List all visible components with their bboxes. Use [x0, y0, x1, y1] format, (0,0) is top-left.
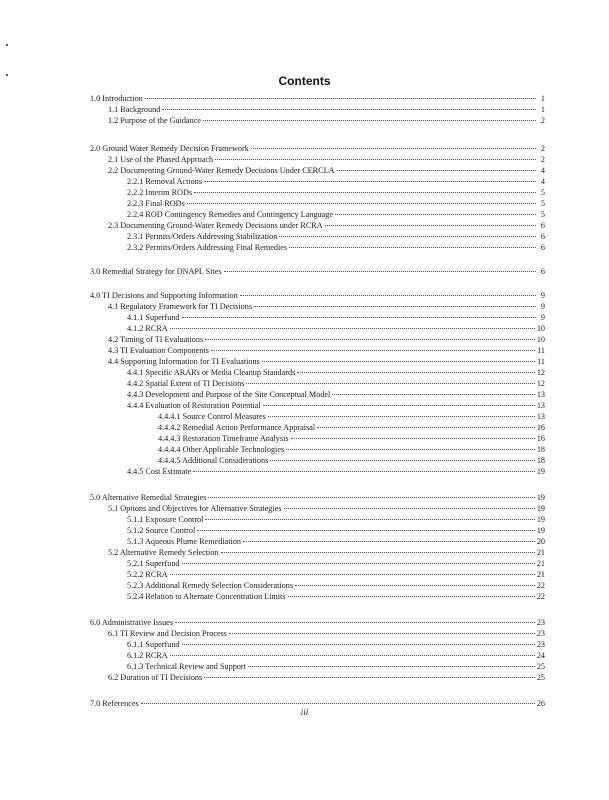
toc-entry[interactable] — [90, 411, 545, 422]
dot-leader — [337, 170, 537, 171]
toc-entry[interactable] — [90, 422, 545, 433]
toc-section — [90, 290, 545, 477]
dot-leader — [229, 633, 535, 634]
toc-entry[interactable] — [90, 367, 545, 378]
toc-entry-label: 2.2.4 ROD Contingency Remedies and Contingency Language — [127, 210, 334, 219]
dot-leader — [262, 361, 535, 362]
toc-entry-page: 4 — [540, 177, 545, 186]
toc-entry-page: 18 — [536, 456, 545, 465]
toc-entry-label: 2.2.2 Interim RODs — [127, 188, 193, 197]
toc-entry[interactable] — [90, 492, 545, 503]
toc-entry-label: 5.1 Options and Objectives for Alternative Strategies — [108, 504, 282, 513]
toc-entry-label: 6.2 Duration of TI Decisions — [108, 673, 203, 682]
dot-leader — [182, 644, 535, 645]
dot-leader — [243, 541, 535, 542]
toc-entry-page: 6 — [540, 267, 545, 276]
toc-entry-label: 4.4.5 Cost Estimate — [127, 467, 192, 476]
toc-entry-page: 21 — [536, 548, 545, 557]
toc-entry-page: 6 — [540, 243, 545, 252]
dot-leader — [288, 596, 535, 597]
dot-leader — [240, 295, 536, 296]
toc-entry-label: 4.4.4.1 Source Control Measures — [158, 412, 266, 421]
toc-entry-page: 5 — [540, 199, 545, 208]
toc-entry-page: 19 — [536, 504, 545, 513]
toc-entry[interactable] — [90, 650, 545, 661]
toc-entry-label: 2.2.1 Removal Actions — [127, 177, 203, 186]
toc-entry[interactable] — [90, 301, 545, 312]
toc-entry-label: 4.4.1 Specific ARARs or Media Cleanup Standards — [127, 368, 296, 377]
toc-entry-page: 19 — [536, 515, 545, 524]
toc-entry-page: 21 — [536, 559, 545, 568]
dot-leader — [248, 666, 535, 667]
toc-entry-label: 5.2.1 Superfund — [127, 559, 180, 568]
dot-leader — [205, 519, 534, 520]
dot-leader — [170, 574, 535, 575]
toc-entry-label: 4.4.4.4 Other Applicable Technologies — [158, 445, 285, 454]
dot-leader — [208, 497, 534, 498]
toc-entry-page: 13 — [536, 412, 545, 421]
toc-entry[interactable] — [90, 378, 545, 389]
toc-entry-label: 4.1 Regulatory Framework for TI Decisions — [108, 302, 253, 311]
dot-leader — [211, 350, 535, 351]
dot-leader — [335, 214, 536, 215]
toc-entry-label: 1.2 Purpose of the Guidance — [108, 116, 201, 125]
toc-entry-page: 23 — [536, 640, 545, 649]
toc-entry[interactable] — [90, 154, 545, 165]
toc-entry-page: 21 — [536, 570, 545, 579]
dot-leader — [141, 703, 535, 704]
toc-entry-label: 4.0 TI Decisions and Supporting Information — [90, 291, 238, 300]
toc-entry-page: 16 — [536, 423, 545, 432]
toc-entry[interactable] — [90, 569, 545, 580]
toc-entry-page: 24 — [536, 651, 545, 660]
toc-entry[interactable] — [90, 672, 545, 683]
toc-entry[interactable] — [90, 220, 545, 231]
dot-leader — [325, 225, 536, 226]
toc-entry-page: 13 — [536, 390, 545, 399]
toc-entry-label: 2.3.1 Permits/Orders Addressing Stabilization — [127, 232, 278, 241]
toc-entry-page: 11 — [537, 357, 545, 366]
toc-entry[interactable] — [90, 104, 545, 115]
dot-leader — [170, 655, 535, 656]
toc-entry-page: 20 — [536, 537, 545, 546]
toc-entry[interactable] — [90, 312, 545, 323]
toc-entry-page: 12 — [536, 368, 545, 377]
toc-entry-label: 2.3.2 Permits/Orders Addressing Final Remedies — [127, 243, 288, 252]
toc-entry-page: 13 — [536, 401, 545, 410]
page-title: Contents — [278, 74, 331, 88]
toc-entry-page: 10 — [536, 335, 545, 344]
toc-entry-label: 4.4.4.3 Restoration Timeframe Analysis — [158, 434, 289, 443]
toc-entry-label: 6.1.2 RCRA — [127, 651, 168, 660]
dot-leader — [279, 236, 536, 237]
toc-entry[interactable] — [90, 231, 545, 242]
toc-entry[interactable] — [90, 628, 545, 639]
toc-entry-page: 5 — [540, 188, 545, 197]
dot-leader — [246, 383, 534, 384]
toc-entry[interactable] — [90, 400, 545, 411]
toc-entry-page: 23 — [536, 629, 545, 638]
toc-entry[interactable] — [90, 466, 545, 477]
toc-entry-label: 5.1.1 Exposure Control — [127, 515, 204, 524]
toc-entry-page: 6 — [540, 232, 545, 241]
toc-entry-page: 9 — [540, 302, 545, 311]
dot-leader — [291, 438, 535, 439]
dot-leader — [297, 372, 535, 373]
toc-entry[interactable] — [90, 514, 545, 525]
toc-entry-label: 4.4 Supporting Information for TI Evaluations — [108, 357, 260, 366]
toc-entry[interactable] — [90, 323, 545, 334]
toc-entry-page: 10 — [536, 324, 545, 333]
toc-entry-page: 5 — [540, 210, 545, 219]
toc-entry-page: 22 — [536, 592, 545, 601]
toc-entry-page: 16 — [536, 434, 545, 443]
toc-entry-label: 4.1.1 Superfund — [127, 313, 180, 322]
toc-entry[interactable] — [90, 345, 545, 356]
toc-entry-label: 4.2 Timing of TI Evaluations — [108, 335, 204, 344]
dot-leader — [254, 306, 536, 307]
toc-entry-label: 2.3 Documenting Ground-Water Remedy Decisions under RCRA — [108, 221, 323, 230]
toc-entry[interactable] — [90, 165, 545, 176]
toc-entry-label: 4.4.4.5 Additional Considerations — [158, 456, 269, 465]
toc-entry-label: 2.0 Ground Water Remedy Decision Framework — [90, 144, 249, 153]
toc-entry-label: 4.4.4.2 Remedial Action Performance Appraisal — [158, 423, 316, 432]
scan-speck — [6, 44, 8, 46]
dot-leader — [268, 416, 535, 417]
toc-entry-label: 1.1 Background — [108, 105, 161, 114]
toc-entry-page: 25 — [536, 673, 545, 682]
toc-section — [90, 266, 545, 277]
toc-entry-label: 6.1.3 Technical Review and Support — [127, 662, 246, 671]
toc-entry-label: 5.1.3 Aqueous Plume Remediation — [127, 537, 241, 546]
toc-entry-page: 1 — [540, 94, 545, 103]
toc-entry[interactable] — [90, 187, 545, 198]
dot-leader — [203, 120, 536, 121]
toc-entry[interactable] — [90, 591, 545, 602]
toc-entry-page: 11 — [537, 346, 545, 355]
toc-entry-label: 4.1.2 RCRA — [127, 324, 168, 333]
dot-leader — [182, 317, 536, 318]
toc-entry[interactable] — [90, 617, 545, 628]
page-number: iii — [300, 707, 309, 717]
dot-leader — [170, 328, 535, 329]
toc-entry-label: 6.0 Administrative Issues — [90, 618, 174, 627]
dot-leader — [204, 677, 535, 678]
toc-entry[interactable] — [90, 176, 545, 187]
toc-entry-page: 6 — [540, 221, 545, 230]
dot-leader — [332, 394, 535, 395]
toc-entry-label: 5.2 Alternative Remedy Selection — [108, 548, 219, 557]
dot-leader — [175, 622, 535, 623]
toc-entry-page: 1 — [540, 105, 545, 114]
dot-leader — [317, 427, 535, 428]
toc-entry-label: 1.0 Introduction — [90, 94, 143, 103]
toc-entry-page: 25 — [536, 662, 545, 671]
toc-entry-label: 5.2.2 RCRA — [127, 570, 168, 579]
toc-entry[interactable] — [90, 433, 545, 444]
toc-entry[interactable] — [90, 444, 545, 455]
toc-entry-page: 2 — [540, 116, 545, 125]
toc-entry[interactable] — [90, 558, 545, 569]
toc-entry-page: 12 — [536, 379, 545, 388]
dot-leader — [182, 563, 535, 564]
toc-entry-label: 5.1.2 Source Control — [127, 526, 196, 535]
dot-leader — [205, 339, 535, 340]
dot-leader — [286, 449, 535, 450]
toc-entry-page: 19 — [536, 467, 545, 476]
toc-entry[interactable] — [90, 536, 545, 547]
toc-entry-label: 5.2.4 Relation to Alternate Concentration Limits — [127, 592, 286, 601]
toc-entry-page: 22 — [536, 581, 545, 590]
toc-entry-label: 2.2.3 Final RODs — [127, 199, 185, 208]
toc-entry-page: 9 — [540, 291, 545, 300]
toc-entry[interactable] — [90, 547, 545, 558]
dot-leader — [224, 271, 536, 272]
toc-entry-page: 2 — [540, 155, 545, 164]
dot-leader — [221, 552, 535, 553]
toc-entry-page: 23 — [536, 618, 545, 627]
toc-entry[interactable] — [90, 503, 545, 514]
toc-entry[interactable] — [90, 198, 545, 209]
dot-leader — [284, 508, 535, 509]
toc-entry-label: 2.2 Documenting Ground-Water Remedy Decisions Under CERCLA — [108, 166, 335, 175]
toc-entry-label: 5.2.3 Additional Remedy Selection Considerations — [127, 581, 294, 590]
toc-entry[interactable] — [90, 143, 545, 154]
toc-entry-page: 2 — [540, 144, 545, 153]
toc-entry-page: 19 — [536, 493, 545, 502]
dot-leader — [193, 471, 535, 472]
dot-leader — [204, 181, 536, 182]
toc-entry-label: 2.1 Use of the Phased Approach — [108, 155, 214, 164]
toc-entry[interactable] — [90, 661, 545, 672]
dot-leader — [295, 585, 535, 586]
toc-section — [90, 93, 545, 126]
toc-entry-label: 4.4.3 Development and Purpose of the Site Conceptual Model — [127, 390, 331, 399]
dot-leader — [194, 192, 536, 193]
toc-entry[interactable] — [90, 209, 545, 220]
toc-entry-page: 18 — [536, 445, 545, 454]
toc-section — [90, 143, 545, 253]
toc-entry-page: 26 — [536, 699, 545, 708]
dot-leader — [197, 530, 535, 531]
toc-entry-label: 4.4.2 Spatial Extent of TI Decisions — [127, 379, 245, 388]
toc-entry[interactable] — [90, 455, 545, 466]
toc-entry-label: 4.4.4 Evaluation of Restoration Potential — [127, 401, 261, 410]
toc-entry-page: 4 — [540, 166, 545, 175]
dot-leader — [145, 98, 536, 99]
toc-entry-page: 9 — [540, 313, 545, 322]
dot-leader — [270, 460, 535, 461]
toc-entry[interactable] — [90, 242, 545, 253]
toc-entry-label: 7.0 References — [90, 699, 139, 708]
dot-leader — [215, 159, 536, 160]
toc-entry[interactable] — [90, 115, 545, 126]
dot-leader — [162, 109, 536, 110]
toc-entry-label: 6.1 TI Review and Decision Process — [108, 629, 227, 638]
toc-entry-label: 3.0 Remedial Strategy for DNAPL Sites — [90, 267, 222, 276]
toc-entry-label: 5.0 Alternative Remedial Strategies — [90, 493, 207, 502]
table-of-contents — [90, 93, 545, 709]
toc-entry-label: 4.3 TI Evaluation Components — [108, 346, 209, 355]
dot-leader — [187, 203, 536, 204]
toc-section — [90, 492, 545, 602]
dot-leader — [263, 405, 535, 406]
toc-entry-label: 6.1.1 Superfund — [127, 640, 180, 649]
toc-entry[interactable] — [90, 93, 545, 104]
toc-entry[interactable] — [90, 266, 545, 277]
dot-leader — [251, 148, 536, 149]
toc-entry-page: 19 — [536, 526, 545, 535]
toc-section — [90, 617, 545, 683]
dot-leader — [289, 247, 536, 248]
toc-entry[interactable] — [90, 389, 545, 400]
toc-entry[interactable] — [90, 356, 545, 367]
toc-entry[interactable] — [90, 525, 545, 536]
toc-entry[interactable] — [90, 334, 545, 345]
toc-entry[interactable] — [90, 580, 545, 591]
toc-entry[interactable] — [90, 639, 545, 650]
toc-entry[interactable] — [90, 290, 545, 301]
